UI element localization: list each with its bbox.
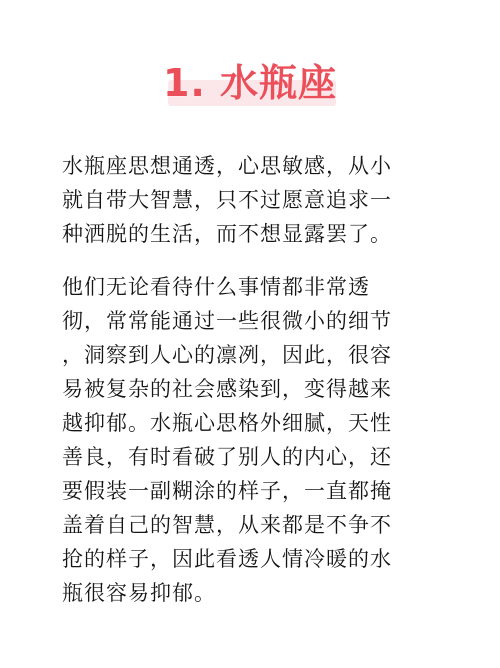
paragraph-1-line: 水瓶座思想通透，心思敏感，从小 — [62, 154, 392, 178]
paragraph-2-line: 善良，有时看破了别人的内心，还 — [62, 445, 392, 469]
paragraph-2-line: 瓶很容易抑郁。 — [62, 581, 216, 605]
paragraph-2-line: 他们无论看待什么事情都非常透 — [62, 275, 370, 299]
paragraph-1-line: 种洒脱的生活，而不想显露罢了。 — [62, 222, 392, 246]
paragraph-1-line: 就自带大智慧，只不过愿意追求一 — [62, 188, 392, 212]
paragraph-2-line: 越抑郁。水瓶心思格外细腻，天性 — [62, 411, 392, 435]
paragraph-2-line: ，洞察到人心的凛冽，因此，很容 — [62, 343, 392, 367]
paragraph-2-line: 抢的样子，因此看透人情冷暖的水 — [62, 547, 392, 571]
paragraph-1 — [62, 149, 442, 251]
title-wrap — [0, 58, 500, 108]
paragraph-2 — [62, 270, 442, 610]
paragraph-2-line: 彻，常常能通过一些很微小的细节 — [62, 309, 392, 333]
paragraph-2-line: 要假装一副糊涂的样子，一直都掩 — [62, 479, 392, 503]
paragraph-2-line: 易被复杂的社会感染到，变得越来 — [62, 377, 392, 401]
paragraph-2-line: 盖着自己的智慧，从来都是不争不 — [62, 513, 392, 537]
article-title: 1. 水瓶座 — [162, 61, 338, 105]
